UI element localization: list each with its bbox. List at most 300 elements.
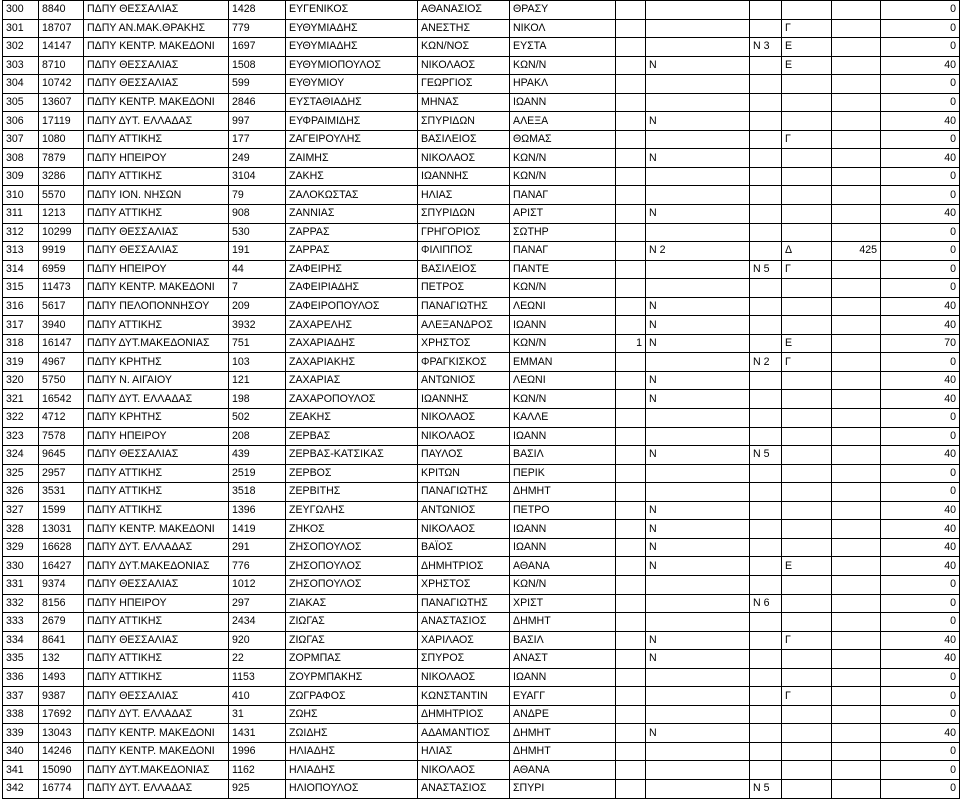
registry-id-cell: 9374 <box>39 575 84 594</box>
first-name-cell: ΠΑΥΛΟΣ <box>418 446 510 465</box>
row-number-cell: 332 <box>3 594 39 613</box>
father-name-cell: ΛΕΩΝΙ <box>510 371 616 390</box>
points-cell: 40 <box>881 557 960 576</box>
grade-cell <box>782 594 832 613</box>
regional-directorate-cell: ΠΔΠΥ ΘΕΣΣΑΛΙΑΣ <box>84 75 229 94</box>
registry-id-cell: 6959 <box>39 260 84 279</box>
extra-value-cell <box>832 557 881 576</box>
flag-1-cell <box>616 205 646 224</box>
surname-cell: ΖΙΩΓΑΣ <box>286 631 418 650</box>
registry-id-cell: 8840 <box>39 1 84 20</box>
grade-cell <box>782 409 832 428</box>
flag-2-cell <box>646 779 750 798</box>
first-name-cell: ΗΛΙΑΣ <box>418 186 510 205</box>
flag-3-cell <box>750 205 782 224</box>
extra-value-cell <box>832 687 881 706</box>
flag-3-cell <box>750 93 782 112</box>
flag-2-cell: Ν <box>646 334 750 353</box>
flag-1-cell <box>616 1 646 20</box>
table-row <box>3 1 960 20</box>
row-number-cell: 315 <box>3 279 39 298</box>
surname-cell: ΖΑΙΜΗΣ <box>286 149 418 168</box>
flag-3-cell <box>750 316 782 335</box>
father-name-cell: ΘΩΜΑΣ <box>510 130 616 149</box>
first-name-cell: ΝΙΚΟΛΑΟΣ <box>418 761 510 780</box>
grade-cell <box>782 613 832 632</box>
extra-value-cell <box>832 427 881 446</box>
extra-value-cell <box>832 742 881 761</box>
surname-cell: ΖΩΙΔΗΣ <box>286 724 418 743</box>
table-row <box>3 650 960 669</box>
first-name-cell: ΧΡΗΣΤΟΣ <box>418 575 510 594</box>
regional-directorate-cell: ΠΔΠΥ ΗΠΕΙΡΟΥ <box>84 260 229 279</box>
father-name-cell: ΑΡΙΣΤ <box>510 205 616 224</box>
flag-3-cell <box>750 130 782 149</box>
surname-cell: ΕΥΣΤΑΘΙΑΔΗΣ <box>286 93 418 112</box>
table-row <box>3 742 960 761</box>
first-name-cell: ΧΡΗΣΤΟΣ <box>418 334 510 353</box>
points-cell: 0 <box>881 779 960 798</box>
personal-number-cell: 439 <box>229 446 286 465</box>
registry-id-cell: 9919 <box>39 242 84 261</box>
personal-number-cell: 2434 <box>229 613 286 632</box>
surname-cell: ΗΛΙΑΔΗΣ <box>286 761 418 780</box>
personal-number-cell: 291 <box>229 538 286 557</box>
registry-id-cell: 16427 <box>39 557 84 576</box>
first-name-cell: ΣΠΥΡΙΔΩΝ <box>418 205 510 224</box>
flag-2-cell <box>646 167 750 186</box>
points-cell: 0 <box>881 242 960 261</box>
row-number-cell: 301 <box>3 19 39 38</box>
grade-cell: Γ <box>782 631 832 650</box>
flag-1-cell <box>616 242 646 261</box>
flag-2-cell: Ν <box>646 538 750 557</box>
row-number-cell: 306 <box>3 112 39 131</box>
regional-directorate-cell: ΠΔΠΥ ΑΤΤΙΚΗΣ <box>84 613 229 632</box>
table-row <box>3 390 960 409</box>
table-row <box>3 501 960 520</box>
father-name-cell: ΒΑΣΙΛ <box>510 631 616 650</box>
extra-value-cell <box>832 538 881 557</box>
personal-number-cell: 3518 <box>229 483 286 502</box>
extra-value-cell <box>832 186 881 205</box>
personal-number-cell: 208 <box>229 427 286 446</box>
father-name-cell: ΚΩΝ/Ν <box>510 56 616 75</box>
table-row <box>3 260 960 279</box>
personal-number-cell: 997 <box>229 112 286 131</box>
personal-number-cell: 209 <box>229 297 286 316</box>
flag-1-cell <box>616 112 646 131</box>
table-row <box>3 279 960 298</box>
table-row <box>3 316 960 335</box>
flag-1-cell <box>616 705 646 724</box>
flag-3-cell <box>750 520 782 539</box>
grade-cell <box>782 761 832 780</box>
extra-value-cell <box>832 631 881 650</box>
flag-1-cell <box>616 575 646 594</box>
points-cell: 0 <box>881 279 960 298</box>
flag-1-cell <box>616 409 646 428</box>
flag-2-cell <box>646 93 750 112</box>
first-name-cell: ΒΑΣΙΛΕΙΟΣ <box>418 130 510 149</box>
points-cell: 40 <box>881 538 960 557</box>
flag-1-cell <box>616 297 646 316</box>
registry-id-cell: 5570 <box>39 186 84 205</box>
flag-3-cell <box>750 557 782 576</box>
row-number-cell: 341 <box>3 761 39 780</box>
grade-cell <box>782 650 832 669</box>
registry-id-cell: 1493 <box>39 668 84 687</box>
first-name-cell: ΑΝΤΩΝΙΟΣ <box>418 501 510 520</box>
surname-cell: ΕΥΘΥΜΙΑΔΗΣ <box>286 38 418 57</box>
table-row <box>3 223 960 242</box>
father-name-cell: ΗΡΑΚΛ <box>510 75 616 94</box>
regional-directorate-cell: ΠΔΠΥ ΑΤΤΙΚΗΣ <box>84 668 229 687</box>
flag-3-cell <box>750 538 782 557</box>
grade-cell: Ε <box>782 334 832 353</box>
surname-cell: ΖΑΓΕΙΡΟΥΛΗΣ <box>286 130 418 149</box>
first-name-cell: ΦΙΛΙΠΠΟΣ <box>418 242 510 261</box>
surname-cell: ΖΑΝΝΙΑΣ <box>286 205 418 224</box>
first-name-cell: ΚΩΝ/ΝΟΣ <box>418 38 510 57</box>
grade-cell <box>782 427 832 446</box>
flag-2-cell: Ν <box>646 112 750 131</box>
points-cell: 40 <box>881 56 960 75</box>
registry-id-cell: 14246 <box>39 742 84 761</box>
surname-cell: ΖΑΧΑΡΙΑΔΗΣ <box>286 334 418 353</box>
registry-id-cell: 3286 <box>39 167 84 186</box>
registry-id-cell: 4712 <box>39 409 84 428</box>
table-row <box>3 538 960 557</box>
flag-1-cell <box>616 650 646 669</box>
extra-value-cell <box>832 75 881 94</box>
first-name-cell: ΝΙΚΟΛΑΟΣ <box>418 427 510 446</box>
regional-directorate-cell: ΠΔΠΥ ΚΡΗΤΗΣ <box>84 353 229 372</box>
flag-2-cell <box>646 409 750 428</box>
registry-id-cell: 3940 <box>39 316 84 335</box>
registry-id-cell: 11473 <box>39 279 84 298</box>
personal-number-cell: 7 <box>229 279 286 298</box>
grade-cell <box>782 668 832 687</box>
points-cell: 0 <box>881 668 960 687</box>
father-name-cell: ΕΜΜΑΝ <box>510 353 616 372</box>
flag-3-cell <box>750 149 782 168</box>
first-name-cell: ΑΛΕΞΑΝΔΡΟΣ <box>418 316 510 335</box>
flag-2-cell <box>646 223 750 242</box>
personal-number-cell: 1012 <box>229 575 286 594</box>
points-cell: 70 <box>881 334 960 353</box>
surname-cell: ΖΗΣΟΠΟΥΛΟΣ <box>286 557 418 576</box>
points-cell: 40 <box>881 112 960 131</box>
extra-value-cell <box>832 483 881 502</box>
father-name-cell: ΠΕΤΡΟ <box>510 501 616 520</box>
personal-number-cell: 1996 <box>229 742 286 761</box>
row-number-cell: 309 <box>3 167 39 186</box>
personal-number-cell: 177 <box>229 130 286 149</box>
registry-id-cell: 8641 <box>39 631 84 650</box>
surname-cell: ΖΕΑΚΗΣ <box>286 409 418 428</box>
surname-cell: ΖΑΦΕΙΡΟΠΟΥΛΟΣ <box>286 297 418 316</box>
surname-cell: ΖΟΥΡΜΠΑΚΗΣ <box>286 668 418 687</box>
row-number-cell: 310 <box>3 186 39 205</box>
father-name-cell: ΠΑΝΤΕ <box>510 260 616 279</box>
personal-number-cell: 31 <box>229 705 286 724</box>
flag-2-cell <box>646 19 750 38</box>
grade-cell <box>782 464 832 483</box>
extra-value-cell <box>832 316 881 335</box>
regional-directorate-cell: ΠΔΠΥ ΔΥΤ. ΕΛΛΑΔΑΣ <box>84 779 229 798</box>
grade-cell <box>782 186 832 205</box>
grade-cell <box>782 75 832 94</box>
personal-number-cell: 2519 <box>229 464 286 483</box>
first-name-cell: ΒΑΣΙΛΕΙΟΣ <box>418 260 510 279</box>
table-row <box>3 687 960 706</box>
flag-2-cell <box>646 594 750 613</box>
grade-cell <box>782 93 832 112</box>
grade-cell <box>782 371 832 390</box>
flag-1-cell <box>616 56 646 75</box>
extra-value-cell <box>832 501 881 520</box>
flag-2-cell <box>646 464 750 483</box>
extra-value-cell <box>832 390 881 409</box>
regional-directorate-cell: ΠΔΠΥ ΔΥΤ. ΕΛΛΑΔΑΣ <box>84 112 229 131</box>
table-row <box>3 705 960 724</box>
table-body <box>3 1 960 799</box>
flag-2-cell <box>646 260 750 279</box>
flag-1-cell <box>616 687 646 706</box>
row-number-cell: 324 <box>3 446 39 465</box>
points-cell: 0 <box>881 427 960 446</box>
registry-id-cell: 17119 <box>39 112 84 131</box>
surname-cell: ΕΥΓΕΝΙΚΟΣ <box>286 1 418 20</box>
flag-3-cell <box>750 19 782 38</box>
row-number-cell: 337 <box>3 687 39 706</box>
grade-cell <box>782 779 832 798</box>
extra-value-cell <box>832 1 881 20</box>
grade-cell <box>782 279 832 298</box>
surname-cell: ΖΟΡΜΠΑΣ <box>286 650 418 669</box>
regional-directorate-cell: ΠΔΠΥ ΚΡΗΤΗΣ <box>84 409 229 428</box>
flag-2-cell: Ν <box>646 631 750 650</box>
registry-id-cell: 8710 <box>39 56 84 75</box>
grade-cell <box>782 520 832 539</box>
flag-1-cell <box>616 520 646 539</box>
flag-2-cell: Ν 2 <box>646 242 750 261</box>
father-name-cell: ΚΩΝ/Ν <box>510 390 616 409</box>
regional-directorate-cell: ΠΔΠΥ ΗΠΕΙΡΟΥ <box>84 149 229 168</box>
row-number-cell: 304 <box>3 75 39 94</box>
registry-id-cell: 4967 <box>39 353 84 372</box>
flag-3-cell <box>750 464 782 483</box>
regional-directorate-cell: ΠΔΠΥ ΚΕΝΤΡ. ΜΑΚΕΔΟΝΙ <box>84 742 229 761</box>
regional-directorate-cell: ΠΔΠΥ ΑΝ.ΜΑΚ.ΘΡΑΚΗΣ <box>84 19 229 38</box>
personal-number-cell: 925 <box>229 779 286 798</box>
table-row <box>3 130 960 149</box>
flag-2-cell: Ν <box>646 446 750 465</box>
flag-3-cell <box>750 75 782 94</box>
flag-1-cell <box>616 742 646 761</box>
points-cell: 40 <box>881 520 960 539</box>
first-name-cell: ΧΑΡΙΛΑΟΣ <box>418 631 510 650</box>
first-name-cell: ΑΝΤΩΝΙΟΣ <box>418 371 510 390</box>
personal-number-cell: 1697 <box>229 38 286 57</box>
surname-cell: ΖΑΧΑΡΟΠΟΥΛΟΣ <box>286 390 418 409</box>
first-name-cell: ΒΑΪΟΣ <box>418 538 510 557</box>
row-number-cell: 319 <box>3 353 39 372</box>
flag-1-cell <box>616 390 646 409</box>
first-name-cell: ΝΙΚΟΛΑΟΣ <box>418 56 510 75</box>
surname-cell: ΖΗΣΟΠΟΥΛΟΣ <box>286 575 418 594</box>
row-number-cell: 339 <box>3 724 39 743</box>
registry-id-cell: 5750 <box>39 371 84 390</box>
registry-id-cell: 7879 <box>39 149 84 168</box>
flag-3-cell <box>750 223 782 242</box>
registry-id-cell: 8156 <box>39 594 84 613</box>
regional-directorate-cell: ΠΔΠΥ ΘΕΣΣΑΛΙΑΣ <box>84 631 229 650</box>
grade-cell <box>782 1 832 20</box>
flag-3-cell: Ν 6 <box>750 594 782 613</box>
regional-directorate-cell: ΠΔΠΥ ΘΕΣΣΑΛΙΑΣ <box>84 56 229 75</box>
father-name-cell: ΔΗΜΗΤ <box>510 483 616 502</box>
first-name-cell: ΙΩΑΝΝΗΣ <box>418 167 510 186</box>
row-number-cell: 305 <box>3 93 39 112</box>
table-row <box>3 557 960 576</box>
table-row <box>3 724 960 743</box>
table-row <box>3 613 960 632</box>
table-row <box>3 167 960 186</box>
regional-directorate-cell: ΠΔΠΥ ΘΕΣΣΑΛΙΑΣ <box>84 242 229 261</box>
flag-3-cell <box>750 1 782 20</box>
flag-2-cell <box>646 186 750 205</box>
points-cell: 0 <box>881 223 960 242</box>
points-cell: 0 <box>881 186 960 205</box>
extra-value-cell <box>832 167 881 186</box>
flag-1-cell <box>616 464 646 483</box>
extra-value-cell <box>832 38 881 57</box>
surname-cell: ΖΩΓΡΑΦΟΣ <box>286 687 418 706</box>
flag-3-cell <box>750 761 782 780</box>
surname-cell: ΖΑΚΗΣ <box>286 167 418 186</box>
points-cell: 40 <box>881 205 960 224</box>
personal-number-cell: 908 <box>229 205 286 224</box>
flag-1-cell <box>616 149 646 168</box>
flag-1-cell: 1 <box>616 334 646 353</box>
table-row <box>3 761 960 780</box>
flag-1-cell <box>616 279 646 298</box>
personal-number-cell: 79 <box>229 186 286 205</box>
flag-1-cell <box>616 501 646 520</box>
flag-2-cell: Ν <box>646 316 750 335</box>
regional-directorate-cell: ΠΔΠΥ ΑΤΤΙΚΗΣ <box>84 464 229 483</box>
flag-2-cell <box>646 761 750 780</box>
points-cell: 0 <box>881 38 960 57</box>
first-name-cell: ΠΑΝΑΓΙΩΤΗΣ <box>418 594 510 613</box>
first-name-cell: ΝΙΚΟΛΑΟΣ <box>418 149 510 168</box>
grade-cell <box>782 390 832 409</box>
regional-directorate-cell: ΠΔΠΥ ΗΠΕΙΡΟΥ <box>84 594 229 613</box>
flag-2-cell: Ν <box>646 205 750 224</box>
points-cell: 40 <box>881 631 960 650</box>
flag-1-cell <box>616 38 646 57</box>
extra-value-cell <box>832 594 881 613</box>
extra-value-cell <box>832 297 881 316</box>
personal-number-cell: 410 <box>229 687 286 706</box>
flag-1-cell <box>616 761 646 780</box>
grade-cell: Γ <box>782 260 832 279</box>
regional-directorate-cell: ΠΔΠΥ ΚΕΝΤΡ. ΜΑΚΕΔΟΝΙ <box>84 93 229 112</box>
flag-1-cell <box>616 371 646 390</box>
first-name-cell: ΑΔΑΜΑΝΤΙΟΣ <box>418 724 510 743</box>
table-row <box>3 186 960 205</box>
row-number-cell: 314 <box>3 260 39 279</box>
personal-number-cell: 502 <box>229 409 286 428</box>
personal-number-cell: 1396 <box>229 501 286 520</box>
registry-id-cell: 2957 <box>39 464 84 483</box>
flag-2-cell <box>646 75 750 94</box>
table-row <box>3 520 960 539</box>
flag-1-cell <box>616 223 646 242</box>
surname-cell: ΖΑΛΟΚΩΣΤΑΣ <box>286 186 418 205</box>
regional-directorate-cell: ΠΔΠΥ ΑΤΤΙΚΗΣ <box>84 316 229 335</box>
regional-directorate-cell: ΠΔΠΥ ΔΥΤ.ΜΑΚΕΔΟΝΙΑΣ <box>84 557 229 576</box>
father-name-cell: ΙΩΑΝΝ <box>510 520 616 539</box>
personal-number-cell: 751 <box>229 334 286 353</box>
flag-1-cell <box>616 260 646 279</box>
regional-directorate-cell: ΠΔΠΥ ΚΕΝΤΡ. ΜΑΚΕΔΟΝΙ <box>84 38 229 57</box>
flag-2-cell <box>646 687 750 706</box>
flag-2-cell: Ν <box>646 557 750 576</box>
registry-id-cell: 9645 <box>39 446 84 465</box>
father-name-cell: ΑΘΑΝΑ <box>510 761 616 780</box>
regional-directorate-cell: ΠΔΠΥ ΑΤΤΙΚΗΣ <box>84 650 229 669</box>
surname-cell: ΖΑΡΡΑΣ <box>286 223 418 242</box>
table-row <box>3 19 960 38</box>
flag-3-cell <box>750 613 782 632</box>
regional-directorate-cell: ΠΔΠΥ ΔΥΤ.ΜΑΚΕΔΟΝΙΑΣ <box>84 334 229 353</box>
points-cell: 40 <box>881 149 960 168</box>
surname-cell: ΖΑΧΑΡΙΑΚΗΣ <box>286 353 418 372</box>
extra-value-cell <box>832 724 881 743</box>
father-name-cell: ΚΩΝ/Ν <box>510 167 616 186</box>
points-cell: 40 <box>881 650 960 669</box>
surname-cell: ΕΥΘΥΜΙΟΠΟΥΛΟΣ <box>286 56 418 75</box>
points-cell: 40 <box>881 390 960 409</box>
grade-cell: Γ <box>782 353 832 372</box>
surname-cell: ΖΕΥΓΩΛΗΣ <box>286 501 418 520</box>
extra-value-cell <box>832 520 881 539</box>
flag-3-cell <box>750 668 782 687</box>
flag-1-cell <box>616 557 646 576</box>
flag-2-cell: Ν <box>646 297 750 316</box>
grade-cell <box>782 483 832 502</box>
extra-value-cell <box>832 223 881 242</box>
father-name-cell: ΔΗΜΗΤ <box>510 742 616 761</box>
row-number-cell: 321 <box>3 390 39 409</box>
row-number-cell: 327 <box>3 501 39 520</box>
first-name-cell: ΠΕΤΡΟΣ <box>418 279 510 298</box>
registry-id-cell: 7578 <box>39 427 84 446</box>
regional-directorate-cell: ΠΔΠΥ ΑΤΤΙΚΗΣ <box>84 167 229 186</box>
father-name-cell: ΙΩΑΝΝ <box>510 427 616 446</box>
flag-2-cell <box>646 483 750 502</box>
grade-cell <box>782 538 832 557</box>
table-row <box>3 205 960 224</box>
points-cell: 0 <box>881 1 960 20</box>
regional-directorate-cell: ΠΔΠΥ ΔΥΤ. ΕΛΛΑΔΑΣ <box>84 705 229 724</box>
row-number-cell: 328 <box>3 520 39 539</box>
first-name-cell: ΗΛΙΑΣ <box>418 742 510 761</box>
flag-2-cell <box>646 742 750 761</box>
